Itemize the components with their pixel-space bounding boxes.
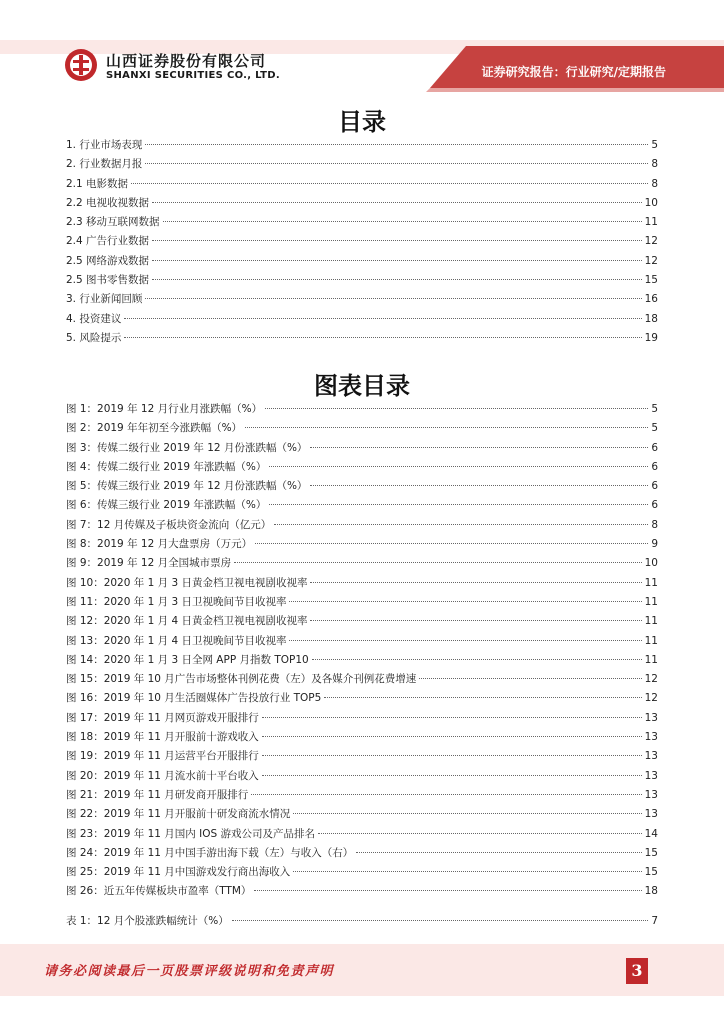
toc-entry[interactable] (66, 844, 658, 863)
dot-leader (145, 163, 648, 164)
toc-entry-label: 图 6：传媒三级行业 2019 年涨跌幅（%） (66, 499, 267, 512)
dot-leader (251, 794, 641, 795)
toc-entry[interactable] (66, 912, 658, 931)
toc-entry[interactable] (66, 825, 658, 844)
toc-entry-label: 图 2：2019 年年初至今涨跌幅（%） (66, 422, 243, 435)
toc-entry-page: 6 (651, 460, 658, 473)
toc-entry-page: 11 (644, 653, 658, 666)
toc-entry[interactable] (66, 767, 658, 786)
toc-entry-page: 6 (651, 441, 658, 454)
toc-entry[interactable] (66, 632, 658, 651)
dot-leader (131, 183, 648, 184)
dot-leader (289, 601, 641, 602)
dot-leader (152, 279, 642, 280)
toc-entry-label: 图 15：2019 年 10 月广告市场整体刊例花费（左）及各媒介刊例花费增速 (66, 673, 417, 686)
toc-entry[interactable] (66, 747, 658, 766)
dot-leader (232, 920, 649, 921)
toc-entry-page: 19 (644, 331, 658, 344)
toc-entry[interactable] (66, 882, 658, 901)
report-type: 证券研究报告：行业研究/定期报告 (481, 65, 666, 79)
toc-entry-label: 图 3：传媒二级行业 2019 年 12 月份涨跌幅（%） (66, 441, 308, 454)
toc-entry[interactable] (66, 709, 658, 728)
toc-entry-page: 5 (651, 139, 658, 151)
toc-entry-label: 2.5 网络游戏数据 (66, 254, 150, 267)
toc-entry-label: 5. 风险提示 (66, 331, 122, 344)
toc-entry-label: 图 21：2019 年 11 月研发商开服排行 (66, 788, 249, 801)
toc-entry-page: 10 (644, 557, 658, 570)
toc-entry-page: 15 (644, 846, 658, 859)
dot-leader (310, 485, 648, 486)
company-name-en: SHANXI SECURITIES CO., LTD. (106, 70, 280, 81)
dot-leader (145, 298, 641, 299)
toc-entry[interactable] (66, 329, 658, 348)
toc-title: 目录 (338, 108, 386, 136)
page-footer (0, 944, 724, 996)
toc-entry[interactable] (66, 612, 658, 631)
toc-entry-label: 2.5 图书零售数据 (66, 274, 150, 287)
dot-leader (310, 447, 648, 448)
toc-entry-page: 11 (644, 634, 658, 647)
dot-leader (163, 221, 642, 222)
figure-list (66, 400, 658, 902)
dot-leader (324, 697, 641, 698)
toc-entry-page: 12 (644, 673, 658, 686)
toc-entry-label: 图 19：2019 年 11 月运营平台开服排行 (66, 750, 259, 763)
dot-leader (293, 813, 641, 814)
company-logo-icon (64, 48, 98, 82)
toc-entry[interactable] (66, 689, 658, 708)
toc-entry-label: 图 12：2020 年 1 月 4 日黄金档卫视电视剧收视率 (66, 615, 308, 628)
dot-leader (293, 871, 641, 872)
toc-entry[interactable] (66, 458, 658, 477)
toc-entry-page: 12 (644, 254, 658, 267)
toc-entry-label: 图 25：2019 年 11 月中国游戏发行商出海收入 (66, 866, 291, 879)
toc-entry-label: 图 24：2019 年 11 月中国手游出海下载（左）与收入（右） (66, 846, 354, 859)
dot-leader (262, 775, 642, 776)
dot-leader (234, 562, 642, 563)
dot-leader (269, 504, 648, 505)
toc-entry-page: 5 (651, 422, 658, 435)
toc-entry-page: 13 (644, 711, 658, 724)
toc-entry[interactable] (66, 194, 658, 213)
toc-entry-page: 15 (644, 274, 658, 287)
toc-entry[interactable] (66, 175, 658, 194)
toc-entry[interactable] (66, 805, 658, 824)
dot-leader (124, 337, 641, 338)
toc-entry-label: 图 16：2019 年 10 月生活圈媒体广告投放行业 TOP5 (66, 692, 322, 705)
toc-entry-page: 9 (651, 538, 658, 551)
toc-entry[interactable] (66, 232, 658, 251)
toc-entry-label: 2.2 电视收视数据 (66, 196, 150, 209)
toc-entry-label: 1. 行业市场表现 (66, 139, 143, 151)
dot-leader (265, 408, 648, 409)
dot-leader (152, 240, 642, 241)
dot-leader (152, 202, 642, 203)
toc-entry-label: 图 13：2020 年 1 月 4 日卫视晚间节目收视率 (66, 634, 287, 647)
dot-leader (310, 582, 641, 583)
toc-entry-page: 12 (644, 692, 658, 705)
dot-leader (289, 640, 641, 641)
toc-entry-page: 13 (644, 769, 658, 782)
toc-entry[interactable] (66, 670, 658, 689)
dot-leader (255, 543, 648, 544)
dot-leader (254, 890, 641, 891)
toc-entry[interactable] (66, 136, 658, 155)
toc-entry-page: 5 (651, 403, 658, 415)
toc-entry[interactable] (66, 439, 658, 458)
toc-entry-label: 2. 行业数据月报 (66, 158, 143, 171)
toc-entry-label: 2.3 移动互联网数据 (66, 216, 160, 229)
toc-entry-page: 6 (651, 499, 658, 512)
toc-entry-label: 图 14：2020 年 1 月 3 日全网 APP 月指数 TOP10 (66, 653, 309, 666)
toc-entry[interactable] (66, 400, 658, 419)
toc-entry-page: 18 (644, 312, 658, 325)
toc-entry-label: 图 11：2020 年 1 月 3 日卫视晚间节目收视率 (66, 595, 287, 608)
toc-entry[interactable] (66, 651, 658, 670)
dot-leader (318, 833, 642, 834)
toc-entry[interactable] (66, 863, 658, 882)
disclaimer-note: 请务必阅读最后一页股票评级说明和免责声明 (44, 964, 335, 979)
toc-entry-page: 13 (644, 731, 658, 744)
toc-entry-label: 图 10：2020 年 1 月 3 日黄金档卫视电视剧收视率 (66, 576, 308, 589)
toc-entry-label: 图 5：传媒三级行业 2019 年 12 月份涨跌幅（%） (66, 480, 308, 493)
toc-entry-label: 图 20：2019 年 11 月流水前十平台收入 (66, 769, 259, 782)
dot-leader (152, 260, 642, 261)
toc-entry[interactable] (66, 271, 658, 290)
toc-entry-label: 图 23：2019 年 11 月国内 IOS 游戏公司及产品排名 (66, 827, 315, 840)
toc-entry[interactable] (66, 155, 658, 174)
toc-entry[interactable] (66, 477, 658, 496)
toc-entry-label: 图 26：近五年传媒板块市盈率（TTM） (66, 885, 252, 898)
figures-title: 图表目录 (314, 372, 410, 400)
toc-entry[interactable] (66, 554, 658, 573)
toc-entry[interactable] (66, 496, 658, 515)
toc-entry-page: 11 (644, 216, 658, 229)
toc-entry-page: 10 (644, 196, 658, 209)
toc-entry[interactable] (66, 728, 658, 747)
page-number: 3 (626, 958, 648, 984)
dot-leader (269, 466, 648, 467)
dot-leader (312, 659, 642, 660)
toc-entry[interactable] (66, 419, 658, 438)
toc-entry-page: 15 (644, 866, 658, 879)
toc-entry-label: 2.1 电影数据 (66, 177, 129, 190)
toc-entry-label: 表 1：12 月个股涨跌幅统计（%） (66, 915, 229, 927)
toc-entry-label: 2.4 广告行业数据 (66, 235, 150, 248)
toc-entry-label: 图 8：2019 年 12 月大盘票房（万元） (66, 538, 253, 551)
toc-entry-page: 14 (644, 827, 658, 840)
toc-entry-page: 7 (651, 915, 658, 927)
table-list (66, 912, 658, 931)
toc-entry-page: 11 (644, 595, 658, 608)
toc-entry-page: 11 (644, 615, 658, 628)
header-banner (0, 0, 724, 96)
toc-entry-page: 8 (651, 158, 658, 171)
toc-entry-page: 11 (644, 576, 658, 589)
dot-leader (274, 524, 648, 525)
page-header (0, 0, 724, 96)
toc-entry-page: 13 (644, 788, 658, 801)
toc-entry-page: 8 (651, 177, 658, 190)
toc-entry-label: 图 7：12 月传媒及子板块资金流向（亿元） (66, 518, 272, 531)
toc-entry-label: 图 1：2019 年 12 月行业月涨跌幅（%） (66, 403, 263, 415)
company-name-cn: 山西证券股份有限公司 (106, 52, 267, 70)
toc-entry-label: 图 17：2019 年 11 月网页游戏开服排行 (66, 711, 259, 724)
toc-entry[interactable] (66, 310, 658, 329)
dot-leader (145, 144, 648, 145)
toc-list (66, 136, 658, 348)
toc-entry-page: 18 (644, 885, 658, 898)
toc-entry-label: 3. 行业新闻回顾 (66, 293, 143, 306)
toc-entry-page: 12 (644, 235, 658, 248)
toc-entry-label: 图 22：2019 年 11 月开服前十研发商流水情况 (66, 808, 291, 821)
dot-leader (262, 717, 642, 718)
dot-leader (262, 755, 642, 756)
toc-entry-label: 图 9：2019 年 12 月全国城市票房 (66, 557, 232, 570)
toc-entry-label: 图 4：传媒二级行业 2019 年涨跌幅（%） (66, 460, 267, 473)
toc-entry[interactable] (66, 290, 658, 309)
toc-entry[interactable] (66, 516, 658, 535)
toc-entry-page: 13 (644, 750, 658, 763)
toc-entry[interactable] (66, 213, 658, 232)
toc-entry[interactable] (66, 593, 658, 612)
toc-entry-page: 8 (651, 518, 658, 531)
toc-entry[interactable] (66, 252, 658, 271)
toc-entry-page: 13 (644, 808, 658, 821)
toc-entry[interactable] (66, 786, 658, 805)
toc-entry-page: 16 (644, 293, 658, 306)
dot-leader (356, 852, 641, 853)
toc-entry[interactable] (66, 574, 658, 593)
dot-leader (262, 736, 642, 737)
dot-leader (310, 620, 641, 621)
toc-entry-label: 4. 投资建议 (66, 312, 122, 325)
toc-entry-page: 6 (651, 480, 658, 493)
dot-leader (245, 427, 648, 428)
dot-leader (124, 318, 641, 319)
toc-entry[interactable] (66, 535, 658, 554)
toc-entry-label: 图 18：2019 年 11 月开服前十游戏收入 (66, 731, 259, 744)
dot-leader (419, 678, 641, 679)
